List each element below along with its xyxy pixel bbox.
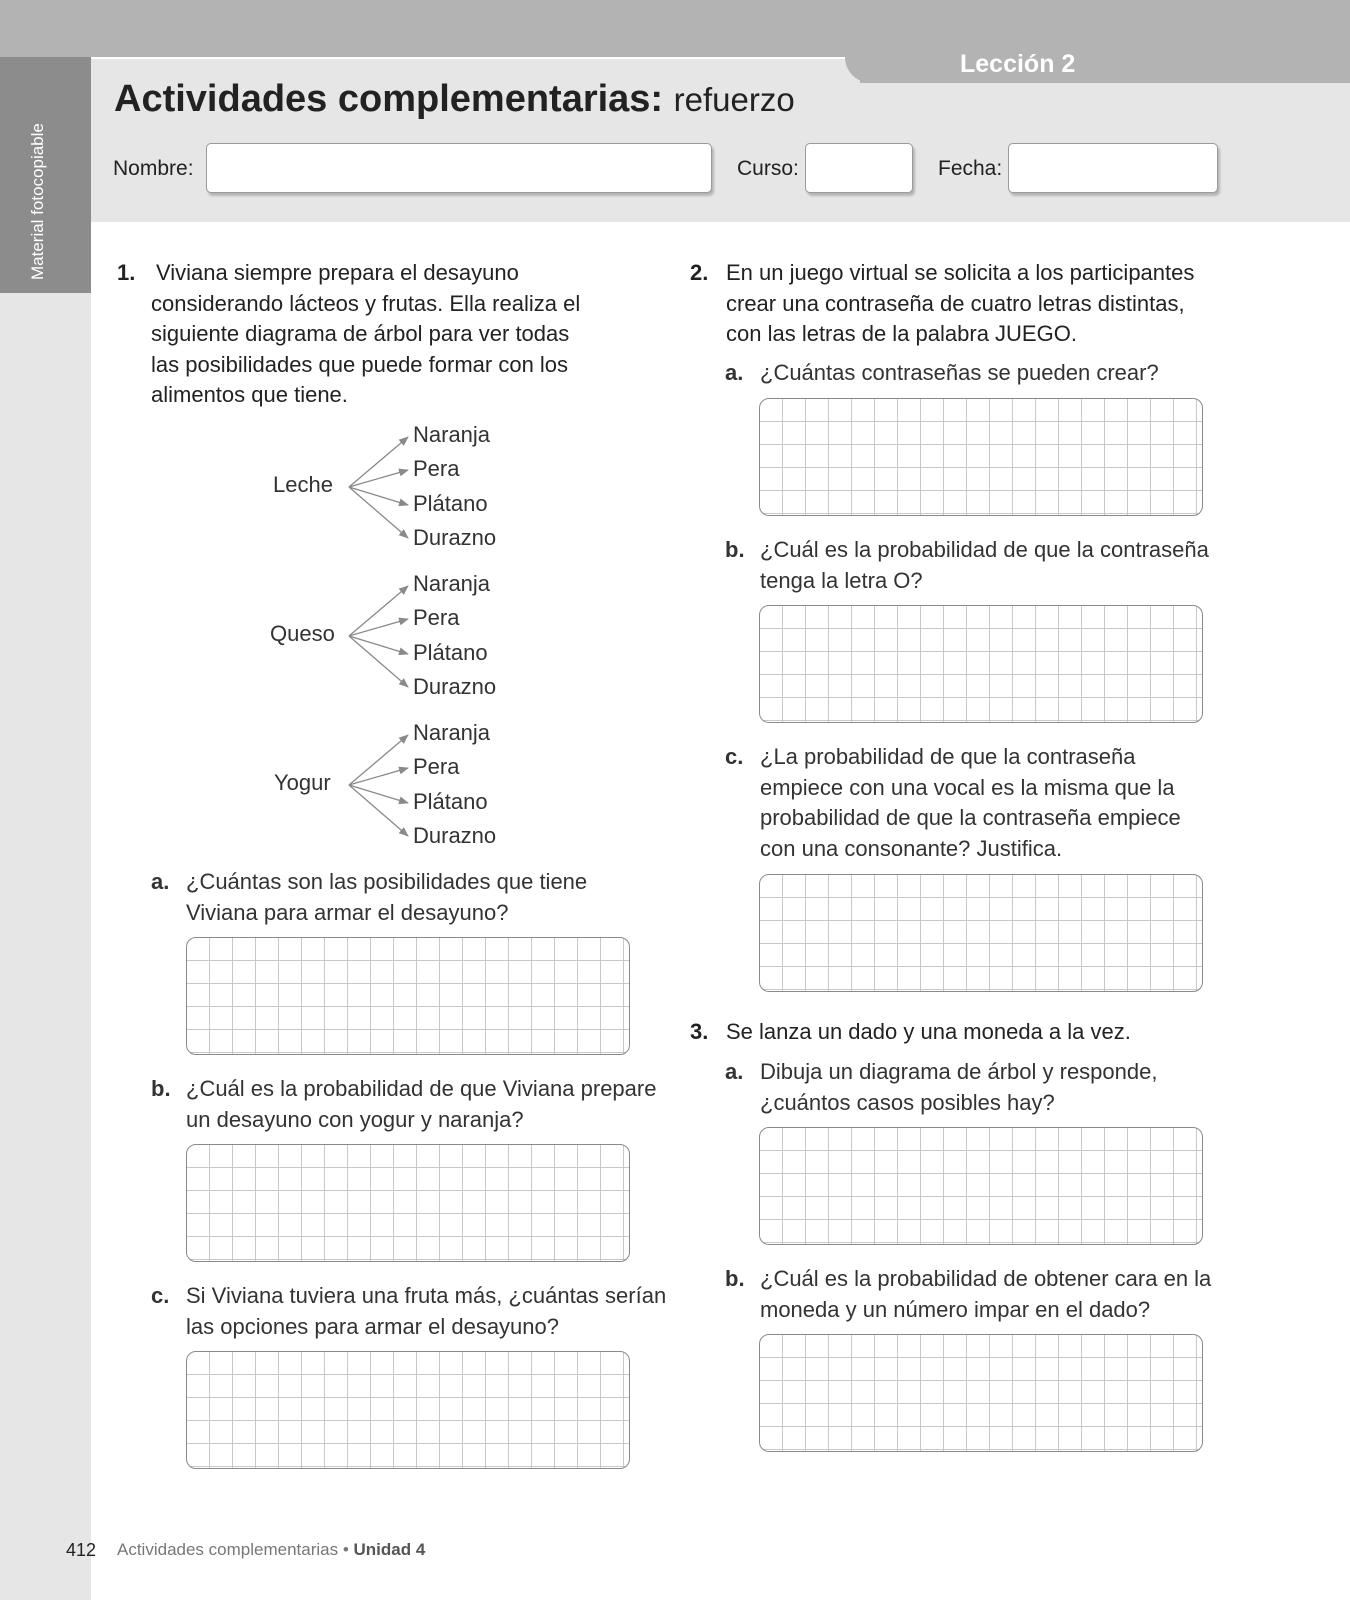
- footer-unit: Unidad 4: [353, 1540, 426, 1559]
- tree-branch: [349, 586, 408, 636]
- question-text-line: las posibilidades que puede formar con los: [151, 351, 569, 377]
- subquestion-text-line: ¿Cuál es la probabilidad de obtener cara en la: [760, 1266, 1212, 1291]
- tree-root-label: Yogur: [274, 770, 331, 795]
- lesson-label: Lección 2: [960, 50, 1076, 78]
- tree-leaf-label: Durazno: [413, 525, 497, 550]
- subquestion-text-line: con una consonante? Justifica.: [760, 835, 1063, 861]
- tree-leaf-label: Plátano: [413, 640, 488, 665]
- date-label: Fecha:: [938, 157, 1003, 180]
- tree-leaf-label: Pera: [413, 605, 460, 630]
- tree-leaf-label: Plátano: [413, 789, 488, 814]
- question-text-line: alimentos que tiene.: [151, 382, 348, 407]
- course-label: Curso:: [737, 157, 799, 180]
- subquestion-text-line: ¿cuántos casos posibles hay?: [760, 1089, 1055, 1115]
- tree-branch: [349, 619, 408, 636]
- subquestion-text-line: ¿Cuántas contraseñas se pueden crear?: [760, 360, 1159, 385]
- subquestion-letter: a.: [725, 360, 744, 385]
- subquestion-letter: a.: [151, 869, 170, 894]
- tree-leaf-label: Durazno: [413, 674, 497, 699]
- tree-leaf-label: Pera: [413, 456, 460, 481]
- title-rest: refuerzo: [673, 81, 795, 118]
- name-label: Nombre:: [113, 157, 194, 180]
- subquestion-letter: a.: [725, 1059, 744, 1084]
- tree-branch: [349, 785, 408, 803]
- question-text-line: Se lanza un dado y una moneda a la vez.: [726, 1019, 1131, 1044]
- tree-branch: [349, 636, 408, 654]
- tree-branch: [349, 768, 408, 785]
- tree-branch: [349, 487, 408, 538]
- answer-grid-1c[interactable]: [186, 1351, 630, 1469]
- tree-root-label: Leche: [273, 472, 333, 497]
- subquestion-text-line: Si Viviana tuviera una fruta más, ¿cuántas serían: [186, 1283, 667, 1308]
- tree-leaf-label: Durazno: [413, 823, 497, 848]
- subquestion-letter: b.: [725, 1266, 745, 1291]
- question-text-line: considerando lácteos y frutas. Ella realiza el: [151, 290, 581, 316]
- answer-grid-1b[interactable]: [186, 1144, 630, 1262]
- answer-grid-1a[interactable]: [186, 937, 630, 1055]
- subquestion-text-line: ¿La probabilidad de que la contraseña: [760, 744, 1136, 769]
- title-bold: Actividades complementarias:: [114, 78, 664, 120]
- answer-grid-2c[interactable]: [759, 874, 1203, 992]
- subquestion-text-line: moneda y un número impar en el dado?: [760, 1296, 1151, 1322]
- subquestion-text-line: Viviana para armar el desayuno?: [186, 899, 509, 925]
- subquestion-text-line: tenga la letra O?: [760, 567, 923, 593]
- subquestion-letter: b.: [151, 1076, 171, 1101]
- subquestion-text-line: ¿Cuál es la probabilidad de que Viviana prepare: [186, 1076, 657, 1101]
- tree-leaf-label: Naranja: [413, 422, 491, 447]
- tree-branch: [349, 487, 408, 505]
- footer-section: Actividades complementarias: [117, 1540, 339, 1559]
- question-text-line: En un juego virtual se solicita a los participantes: [726, 260, 1195, 285]
- subquestion-text-line: ¿Cuál es la probabilidad de que la contraseña: [760, 537, 1209, 562]
- subquestion-letter: c.: [725, 744, 744, 769]
- tree-leaf-label: Naranja: [413, 720, 491, 745]
- tree-root-label: Queso: [270, 621, 335, 646]
- page-number: 412: [66, 1540, 97, 1560]
- side-tab-label: Material fotocopiable: [28, 123, 47, 280]
- tree-leaf-label: Plátano: [413, 491, 488, 516]
- subquestion-text-line: empiece con una vocal es la misma que la: [760, 774, 1175, 800]
- tree-branch: [349, 785, 408, 836]
- tree-branch: [349, 437, 408, 487]
- tree-branch: [349, 470, 408, 487]
- subquestion-letter: b.: [725, 537, 745, 562]
- tree-leaf-label: Pera: [413, 754, 460, 779]
- subquestion-text-line: un desayuno con yogur y naranja?: [186, 1106, 524, 1132]
- subquestion-text-line: las opciones para armar el desayuno?: [186, 1313, 560, 1339]
- question-number: 2.: [690, 260, 709, 285]
- answer-grid-2a[interactable]: [759, 398, 1203, 516]
- answer-grid-2b[interactable]: [759, 605, 1203, 723]
- question-text-line: crear una contraseña de cuatro letras distintas,: [726, 290, 1185, 316]
- answer-grid-3a[interactable]: [759, 1127, 1203, 1245]
- subquestion-text-line: probabilidad de que la contraseña empiece: [760, 805, 1181, 830]
- question-text-line: con las letras de la palabra JUEGO.: [726, 321, 1077, 346]
- subquestion-text-line: Dibuja un diagrama de árbol y responde,: [760, 1059, 1158, 1084]
- subquestion-letter: c.: [151, 1283, 170, 1308]
- question-text-line: Viviana siempre prepara el desayuno: [156, 260, 519, 285]
- tree-leaf-label: Naranja: [413, 571, 491, 596]
- subquestion-text-line: ¿Cuántas son las posibilidades que tiene: [186, 869, 588, 894]
- tree-branch: [349, 636, 408, 687]
- answer-grid-3b[interactable]: [759, 1334, 1203, 1452]
- footer-separator: •: [338, 1540, 354, 1559]
- question-number: 1.: [117, 260, 136, 285]
- footer-text: [117, 1540, 425, 1560]
- question-number: 3.: [690, 1019, 709, 1044]
- question-text-line: siguiente diagrama de árbol para ver todas: [151, 321, 570, 346]
- tree-branch: [349, 735, 408, 785]
